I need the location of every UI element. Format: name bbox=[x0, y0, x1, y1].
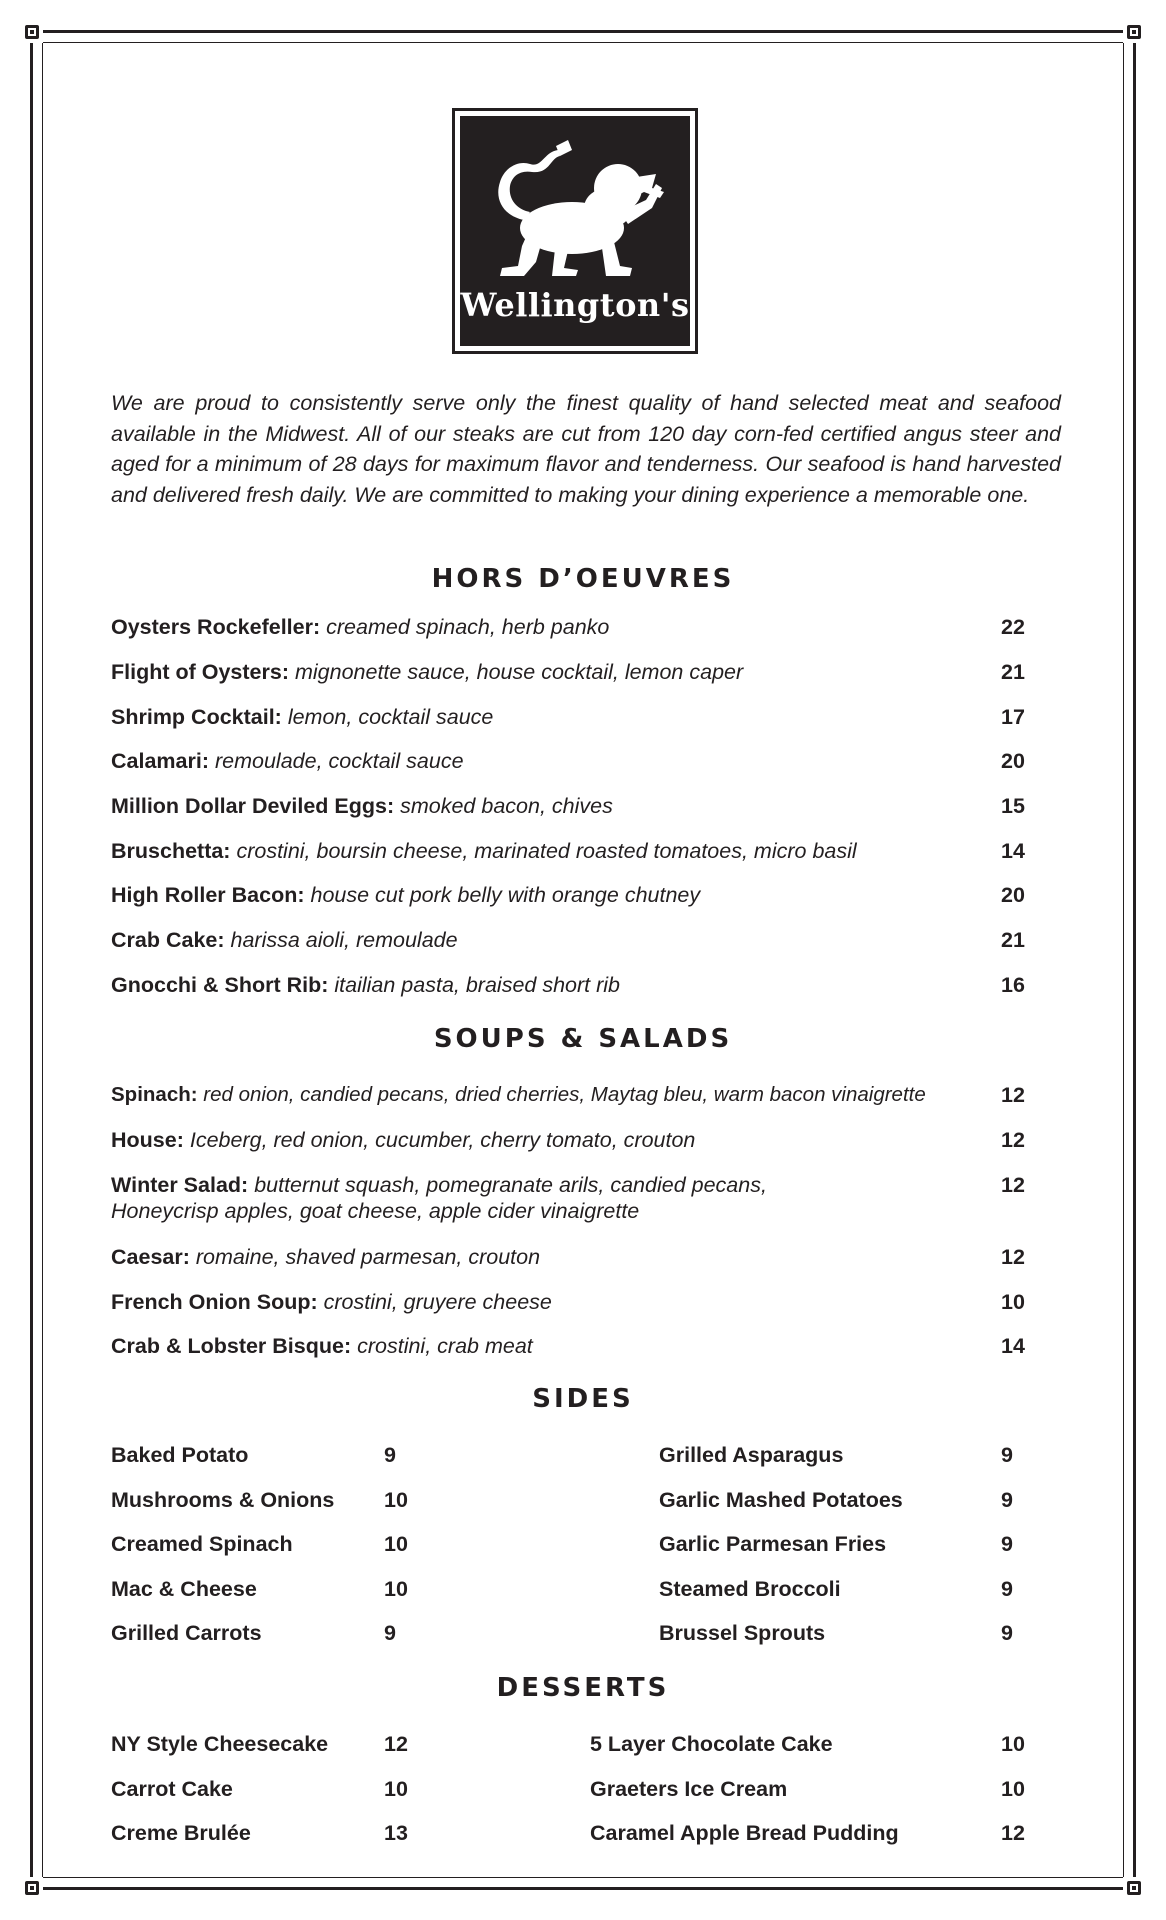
side-item bbox=[111, 1442, 248, 1468]
item-price: 9 bbox=[1001, 1443, 1013, 1467]
item-description: Iceberg, red onion, cucumber, cherry tomato, crouton bbox=[189, 1128, 696, 1152]
dessert-item bbox=[111, 1731, 328, 1757]
item-price: 20 bbox=[1001, 749, 1025, 773]
item-name: Graeters Ice Cream bbox=[590, 1777, 788, 1801]
item-price: 12 bbox=[1001, 1128, 1025, 1152]
menu-item bbox=[111, 748, 464, 774]
item-price: 17 bbox=[1001, 705, 1025, 729]
item-description: crostini, boursin cheese, marinated roasted tomatoes, micro basil bbox=[236, 839, 857, 863]
dessert-item bbox=[590, 1776, 787, 1802]
side-item bbox=[111, 1531, 293, 1557]
item-price: 15 bbox=[1001, 794, 1025, 818]
item-description: crostini, gruyere cheese bbox=[323, 1290, 552, 1314]
item-price: 9 bbox=[384, 1621, 396, 1645]
menu-item bbox=[111, 793, 613, 819]
item-price: 22 bbox=[1001, 615, 1025, 639]
item-price: 12 bbox=[1001, 1821, 1025, 1845]
item-price: 10 bbox=[1001, 1290, 1025, 1314]
item-name: Garlic Parmesan Fries bbox=[659, 1532, 887, 1556]
item-name: 5 Layer Chocolate Cake bbox=[590, 1732, 833, 1756]
item-name: Garlic Mashed Potatoes bbox=[659, 1488, 903, 1512]
item-description: mignonette sauce, house cocktail, lemon caper bbox=[294, 660, 744, 684]
item-name: Creme Brulée bbox=[111, 1821, 251, 1845]
menu-item bbox=[111, 1172, 767, 1224]
item-price: 10 bbox=[384, 1777, 408, 1801]
item-price: 9 bbox=[1001, 1621, 1013, 1645]
item-description: harissa aioli, remoulade bbox=[230, 928, 458, 952]
corner-ornament-icon bbox=[1123, 21, 1145, 43]
section-heading-desserts: DESSERTS bbox=[496, 1673, 670, 1703]
item-price: 12 bbox=[1001, 1245, 1025, 1269]
item-name: Spinach: bbox=[111, 1083, 198, 1106]
item-description: smoked bacon, chives bbox=[400, 794, 613, 818]
item-description: red onion, candied pecans, dried cherries, Maytag bleu, warm bacon vinaigrette bbox=[203, 1083, 926, 1106]
item-name: Winter Salad: bbox=[111, 1173, 249, 1197]
item-description-continued: Honeycrisp apples, goat cheese, apple cider vinaigrette bbox=[111, 1199, 640, 1223]
item-name: Million Dollar Deviled Eggs: bbox=[111, 794, 395, 818]
side-item bbox=[659, 1576, 841, 1602]
item-name: Carrot Cake bbox=[111, 1777, 233, 1801]
item-name: Flight of Oysters: bbox=[111, 660, 289, 684]
item-description: remoulade, cocktail sauce bbox=[214, 749, 464, 773]
restaurant-logo bbox=[452, 108, 698, 354]
menu-item bbox=[111, 838, 857, 864]
side-item bbox=[659, 1442, 843, 1468]
item-name: Grilled Carrots bbox=[111, 1621, 262, 1645]
item-price: 10 bbox=[384, 1577, 408, 1601]
section-heading-soups-salads: SOUPS & SALADS bbox=[433, 1024, 733, 1054]
menu-item bbox=[111, 704, 493, 730]
item-description: crostini, crab meat bbox=[357, 1334, 533, 1358]
menu-item bbox=[111, 1244, 540, 1270]
item-price: 9 bbox=[1001, 1532, 1013, 1556]
section-heading-sides: SIDES bbox=[532, 1384, 634, 1414]
menu-item bbox=[111, 972, 620, 998]
side-item bbox=[659, 1487, 903, 1513]
item-price: 12 bbox=[384, 1732, 408, 1756]
corner-ornament-icon bbox=[21, 21, 43, 43]
item-name: Grilled Asparagus bbox=[659, 1443, 844, 1467]
item-price: 9 bbox=[1001, 1488, 1013, 1512]
item-name: Crab Cake: bbox=[111, 928, 225, 952]
item-name: Caesar: bbox=[111, 1245, 190, 1269]
item-description: creamed spinach, herb panko bbox=[326, 615, 610, 639]
item-price: 10 bbox=[384, 1488, 408, 1512]
item-name: Baked Potato bbox=[111, 1443, 249, 1467]
item-price: 16 bbox=[1001, 973, 1025, 997]
item-name: Oysters Rockefeller: bbox=[111, 615, 321, 639]
item-description: itailian pasta, braised short rib bbox=[334, 973, 620, 997]
section-heading-hors-doeuvres: HORS D’OEUVRES bbox=[431, 564, 735, 594]
menu-item bbox=[111, 882, 700, 908]
item-name: Caramel Apple Bread Pudding bbox=[590, 1821, 899, 1845]
item-name: House: bbox=[111, 1128, 184, 1152]
item-price: 14 bbox=[1001, 839, 1025, 863]
side-item bbox=[659, 1531, 886, 1557]
item-description: house cut pork belly with orange chutney bbox=[310, 883, 701, 907]
item-name: Mac & Cheese bbox=[111, 1577, 257, 1601]
item-price: 9 bbox=[384, 1443, 396, 1467]
corner-ornament-icon bbox=[21, 1877, 43, 1899]
corner-ornament-icon bbox=[1123, 1877, 1145, 1899]
side-item bbox=[111, 1576, 257, 1602]
item-name: Gnocchi & Short Rib: bbox=[111, 973, 329, 997]
menu-item bbox=[111, 614, 609, 640]
dessert-item bbox=[590, 1731, 833, 1757]
item-price: 14 bbox=[1001, 1334, 1025, 1358]
item-price: 12 bbox=[1001, 1083, 1025, 1107]
item-price: 10 bbox=[1001, 1777, 1025, 1801]
menu-item bbox=[111, 1289, 552, 1315]
item-price: 13 bbox=[384, 1821, 408, 1845]
dessert-item bbox=[590, 1820, 899, 1846]
item-name: Creamed Spinach bbox=[111, 1532, 293, 1556]
menu-item bbox=[111, 1333, 533, 1359]
side-item bbox=[111, 1487, 334, 1513]
side-item bbox=[111, 1620, 262, 1646]
intro-paragraph: We are proud to consistently serve only the finest quality of hand selected meat and seafood available in the Midwest. All of our steaks are cut from 120 day corn-fed certified angus steer and aged for a minimum of 28 days for maximum flavor and tenderness. Our seafood is hand harvested and delivered fresh daily. We are committed to making your dining experience a memorable one. bbox=[111, 391, 1061, 507]
item-name: Steamed Broccoli bbox=[659, 1577, 841, 1601]
item-price: 10 bbox=[1001, 1732, 1025, 1756]
item-price: 21 bbox=[1001, 660, 1025, 684]
item-name: French Onion Soup: bbox=[111, 1290, 318, 1314]
menu-item bbox=[111, 659, 743, 685]
item-price: 9 bbox=[1001, 1577, 1013, 1601]
menu-item bbox=[111, 1082, 926, 1108]
item-price: 21 bbox=[1001, 928, 1025, 952]
menu-item bbox=[111, 1127, 695, 1153]
item-description: romaine, shaved parmesan, crouton bbox=[195, 1245, 541, 1269]
item-name: Mushrooms & Onions bbox=[111, 1488, 335, 1512]
item-name: High Roller Bacon: bbox=[111, 883, 305, 907]
menu-item bbox=[111, 927, 458, 953]
item-name: Brussel Sprouts bbox=[659, 1621, 826, 1645]
logo-wordmark: Wellington's bbox=[460, 286, 690, 324]
item-price: 12 bbox=[1001, 1173, 1025, 1197]
item-name: NY Style Cheesecake bbox=[111, 1732, 329, 1756]
item-description: butternut squash, pomegranate arils, candied pecans, bbox=[254, 1173, 767, 1197]
item-description: lemon, cocktail sauce bbox=[287, 705, 494, 729]
item-name: Bruschetta: bbox=[111, 839, 231, 863]
item-price: 20 bbox=[1001, 883, 1025, 907]
item-name: Shrimp Cocktail: bbox=[111, 705, 282, 729]
item-price: 10 bbox=[384, 1532, 408, 1556]
item-name: Crab & Lobster Bisque: bbox=[111, 1334, 352, 1358]
dessert-item bbox=[111, 1776, 233, 1802]
side-item bbox=[659, 1620, 825, 1646]
item-name: Calamari: bbox=[111, 749, 209, 773]
dessert-item bbox=[111, 1820, 251, 1846]
